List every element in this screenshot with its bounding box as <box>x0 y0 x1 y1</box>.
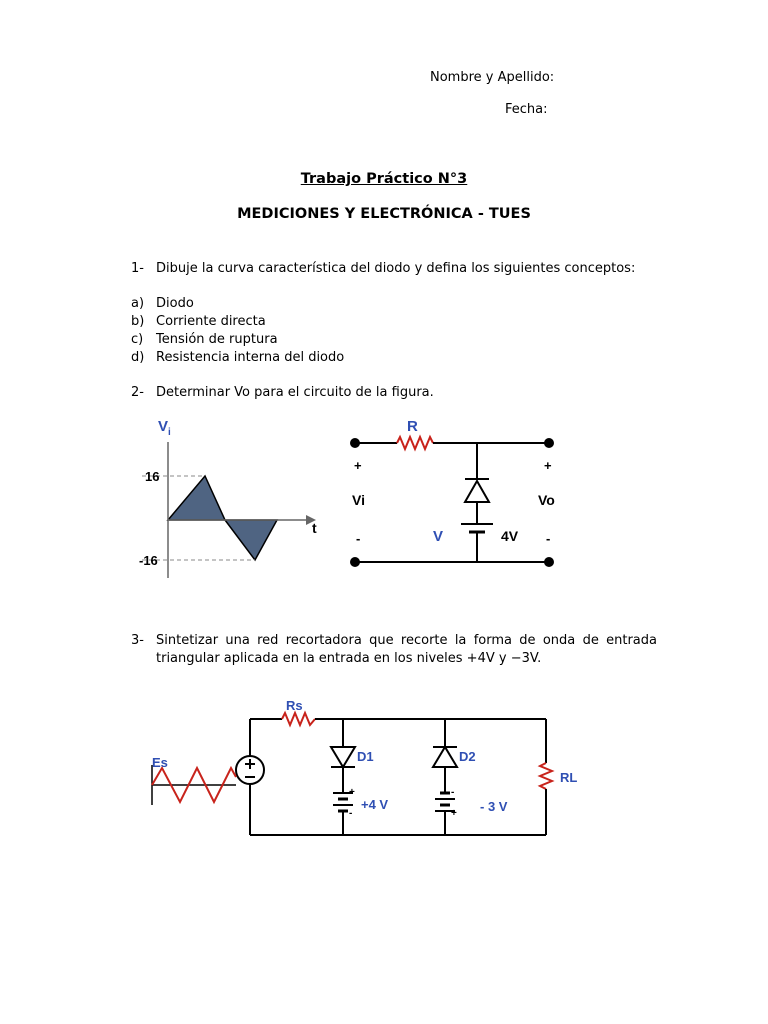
d2-label: D2 <box>459 749 476 764</box>
resistor-r-label: R <box>407 418 418 435</box>
vi-terminal-label: Vi <box>352 492 365 508</box>
circuit-2-figure <box>345 412 570 577</box>
svg-text:-: - <box>451 787 455 798</box>
battery-v-label: V <box>433 528 444 545</box>
diode-d2 <box>433 747 457 767</box>
diode <box>465 481 489 502</box>
battery-value-label: 4V <box>501 528 519 544</box>
circuit-3-figure <box>140 695 590 840</box>
question-number: 1- <box>131 261 144 276</box>
rs-label: Rs <box>286 698 303 713</box>
question-number: 3- <box>131 633 144 648</box>
input-waveform-figure <box>130 412 330 582</box>
negative-half-wave <box>225 520 277 560</box>
question-text: Dibuje la curva característica del diodo y defina los siguientes conceptos: <box>156 261 636 276</box>
svg-text:+: + <box>451 808 457 819</box>
terminal <box>544 557 554 567</box>
document-title: Trabajo Práctico N°3 <box>300 171 468 187</box>
battery-1-label: +4 V <box>361 797 389 812</box>
svg-text:-: - <box>349 808 353 819</box>
question-3 <box>131 632 657 668</box>
date-label: Fecha: <box>505 102 548 117</box>
resistor-rs <box>282 713 315 725</box>
resistor-r <box>397 437 433 449</box>
document-subtitle: MEDICIONES Y ELECTRÓNICA - TUES <box>237 206 531 222</box>
list-item: c) Tensión de ruptura <box>131 332 278 347</box>
question-text: Sintetizar una red recortadora que recorte la forma de onda de entrada triangular aplicada en la entrada en los niveles +4V y −3V. <box>156 633 657 666</box>
terminal <box>350 557 360 567</box>
plus-right: + <box>544 458 552 473</box>
minus-right: - <box>546 531 551 546</box>
vi-label: $V_i$ <box>158 418 171 438</box>
positive-half-wave <box>168 476 225 520</box>
list-item: b) Corriente directa <box>131 314 266 329</box>
resistor-rl <box>540 763 552 789</box>
list-item: d) Resistencia interna del diodo <box>131 350 345 365</box>
vo-terminal-label: Vo <box>538 492 555 508</box>
svg-text:+: + <box>349 787 355 798</box>
question-text: Determinar Vo para el circuito de la figura. <box>156 385 434 400</box>
d1-label: D1 <box>357 749 374 764</box>
question-number: 2- <box>131 385 144 400</box>
terminal <box>544 438 554 448</box>
level-neg16-label: -16 <box>139 553 158 568</box>
level-16-label: 16 <box>145 469 160 484</box>
terminal <box>350 438 360 448</box>
question-1 <box>131 260 635 278</box>
t-label: t <box>312 520 317 536</box>
name-label: Nombre y Apellido: <box>430 70 555 85</box>
es-label: Es <box>152 755 168 770</box>
list-item: a) Diodo <box>131 296 194 311</box>
plus-left: + <box>354 458 362 473</box>
minus-left: - <box>356 531 361 546</box>
battery-2-label: - 3 V <box>480 799 508 814</box>
rl-label: RL <box>560 770 578 785</box>
question-2 <box>131 384 434 402</box>
diode-d1 <box>331 747 355 767</box>
